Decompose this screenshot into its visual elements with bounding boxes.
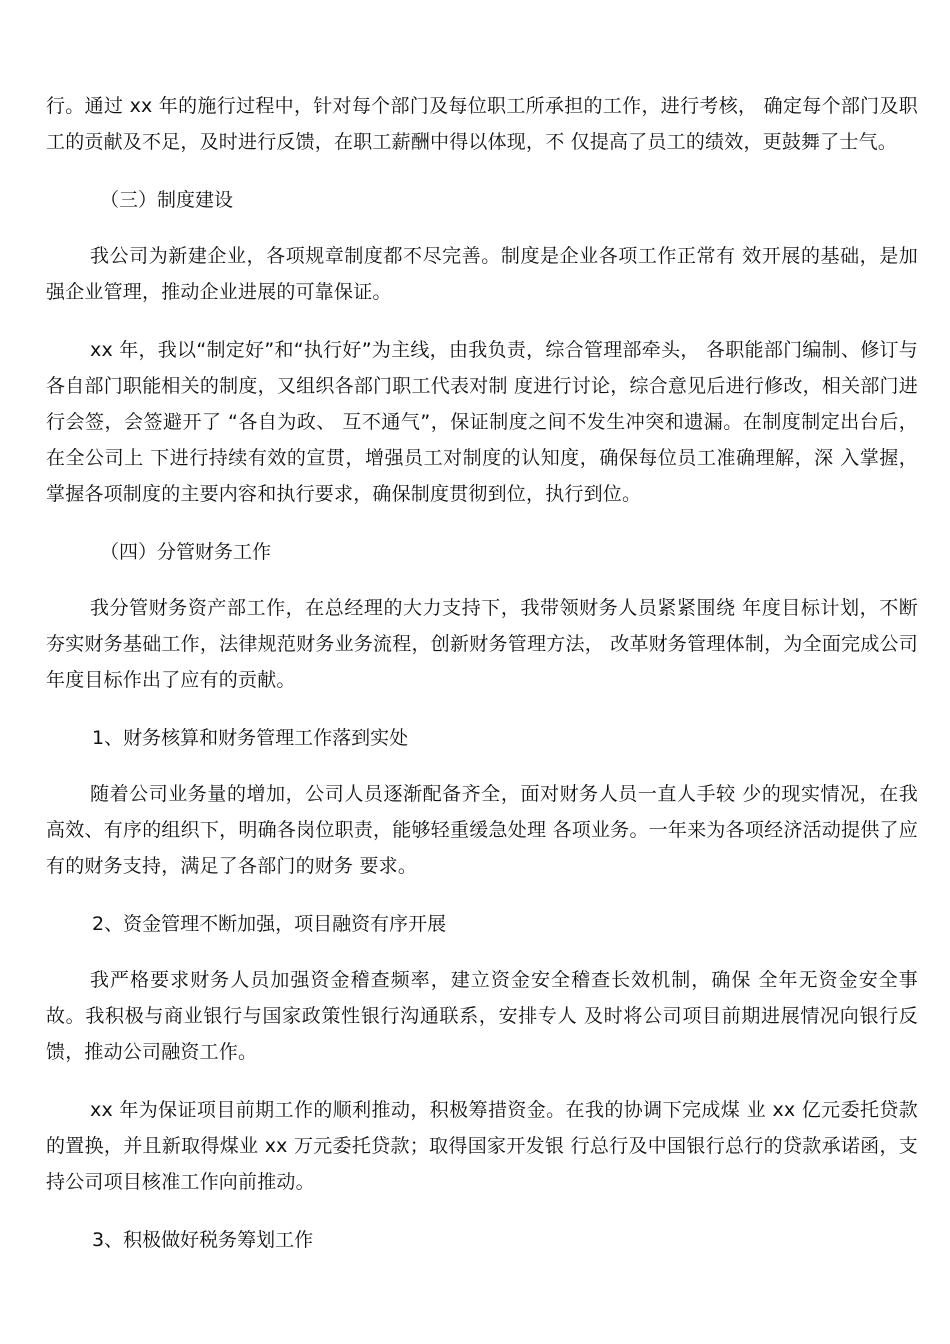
heading-finance-work: （四）分管财务工作 [100,541,272,563]
paragraph-system-intro: 我公司为新建企业，各项规章制度都不尽完善。制度是企业各项工作正常有 效开展的基础，是加强企业管理，推动企业进展的可靠保证。 [46,245,918,303]
subheading-funds: 2、资金管理不断加强，项目融资有序开展 [92,913,447,935]
document-page [46,88,918,1258]
paragraph-assessment: 行。通过 xx 年的施行过程中，针对每个部门及每位职工所承担的工作，进行考核， 确定每个部门及职工的贡献及不足，及时进行反馈，在职工薪酬中得以体现，不 仅提高了员工的绩效，更鼓舞了士气。 [46,95,918,153]
paragraph-system-detail: xx 年，我以“制定好”和“执行好”为主线，由我负责，综合管理部牵头， 各职能部门编制、修订与各自部门职能相关的制度，又组织各部门职工代表对制 度进行讨论，综合意见后进行修改，相关部门进行会签，会签避开了 “各自为政、 互不通气”，保证制度之间不发生冲突和遗漏。在制度制定出台后，在全公司上 下进行持续有效的宣贯，增强员工对制度的认知度，确保每位员工准确理解，深 入掌握，掌握各项制度的主要内容和执行要求，确保制度贯彻到位，执行到位。 [46,339,918,505]
paragraph-financing: xx 年为保证项目前期工作的顺利推动，积极筹措资金。在我的协调下完成煤 业 xx 亿元委托贷款的置换，并且新取得煤业 xx 万元委托贷款；取得国家开发银 行总行及中国银行总行的贷款承诺函，支持公司项目核准工作向前推动。 [46,1099,918,1193]
paragraph-accounting: 随着公司业务量的增加，公司人员逐渐配备齐全，面对财务人员一直人手较 少的现实情况，在我高效、有序的组织下，明确各岗位职责，能够轻重缓急处理 各项业务。一年来为各项经济活动提供了应有的财务支持，满足了各部门的财务 要求。 [46,783,918,877]
subheading-tax: 3、积极做好税务筹划工作 [92,1229,314,1251]
paragraph-funds: 我严格要求财务人员加强资金稽查频率，建立资金安全稽查长效机制，确保 全年无资金安全事故。我积极与商业银行与国家政策性银行沟通联系，安排专人 及时将公司项目前期进展情况向银行反馈，推动公司融资工作。 [46,969,918,1063]
subheading-accounting: 1、财务核算和财务管理工作落到实处 [92,727,409,749]
heading-system-building: （三）制度建设 [100,189,234,211]
paragraph-finance-intro: 我分管财务资产部工作，在总经理的大力支持下，我带领财务人员紧紧围绕 年度目标计划，不断夯实财务基础工作，法律规范财务业务流程，创新财务管理方法， 改革财务管理体制，为全面完成公司年度目标作出了应有的贡献。 [46,597,918,691]
